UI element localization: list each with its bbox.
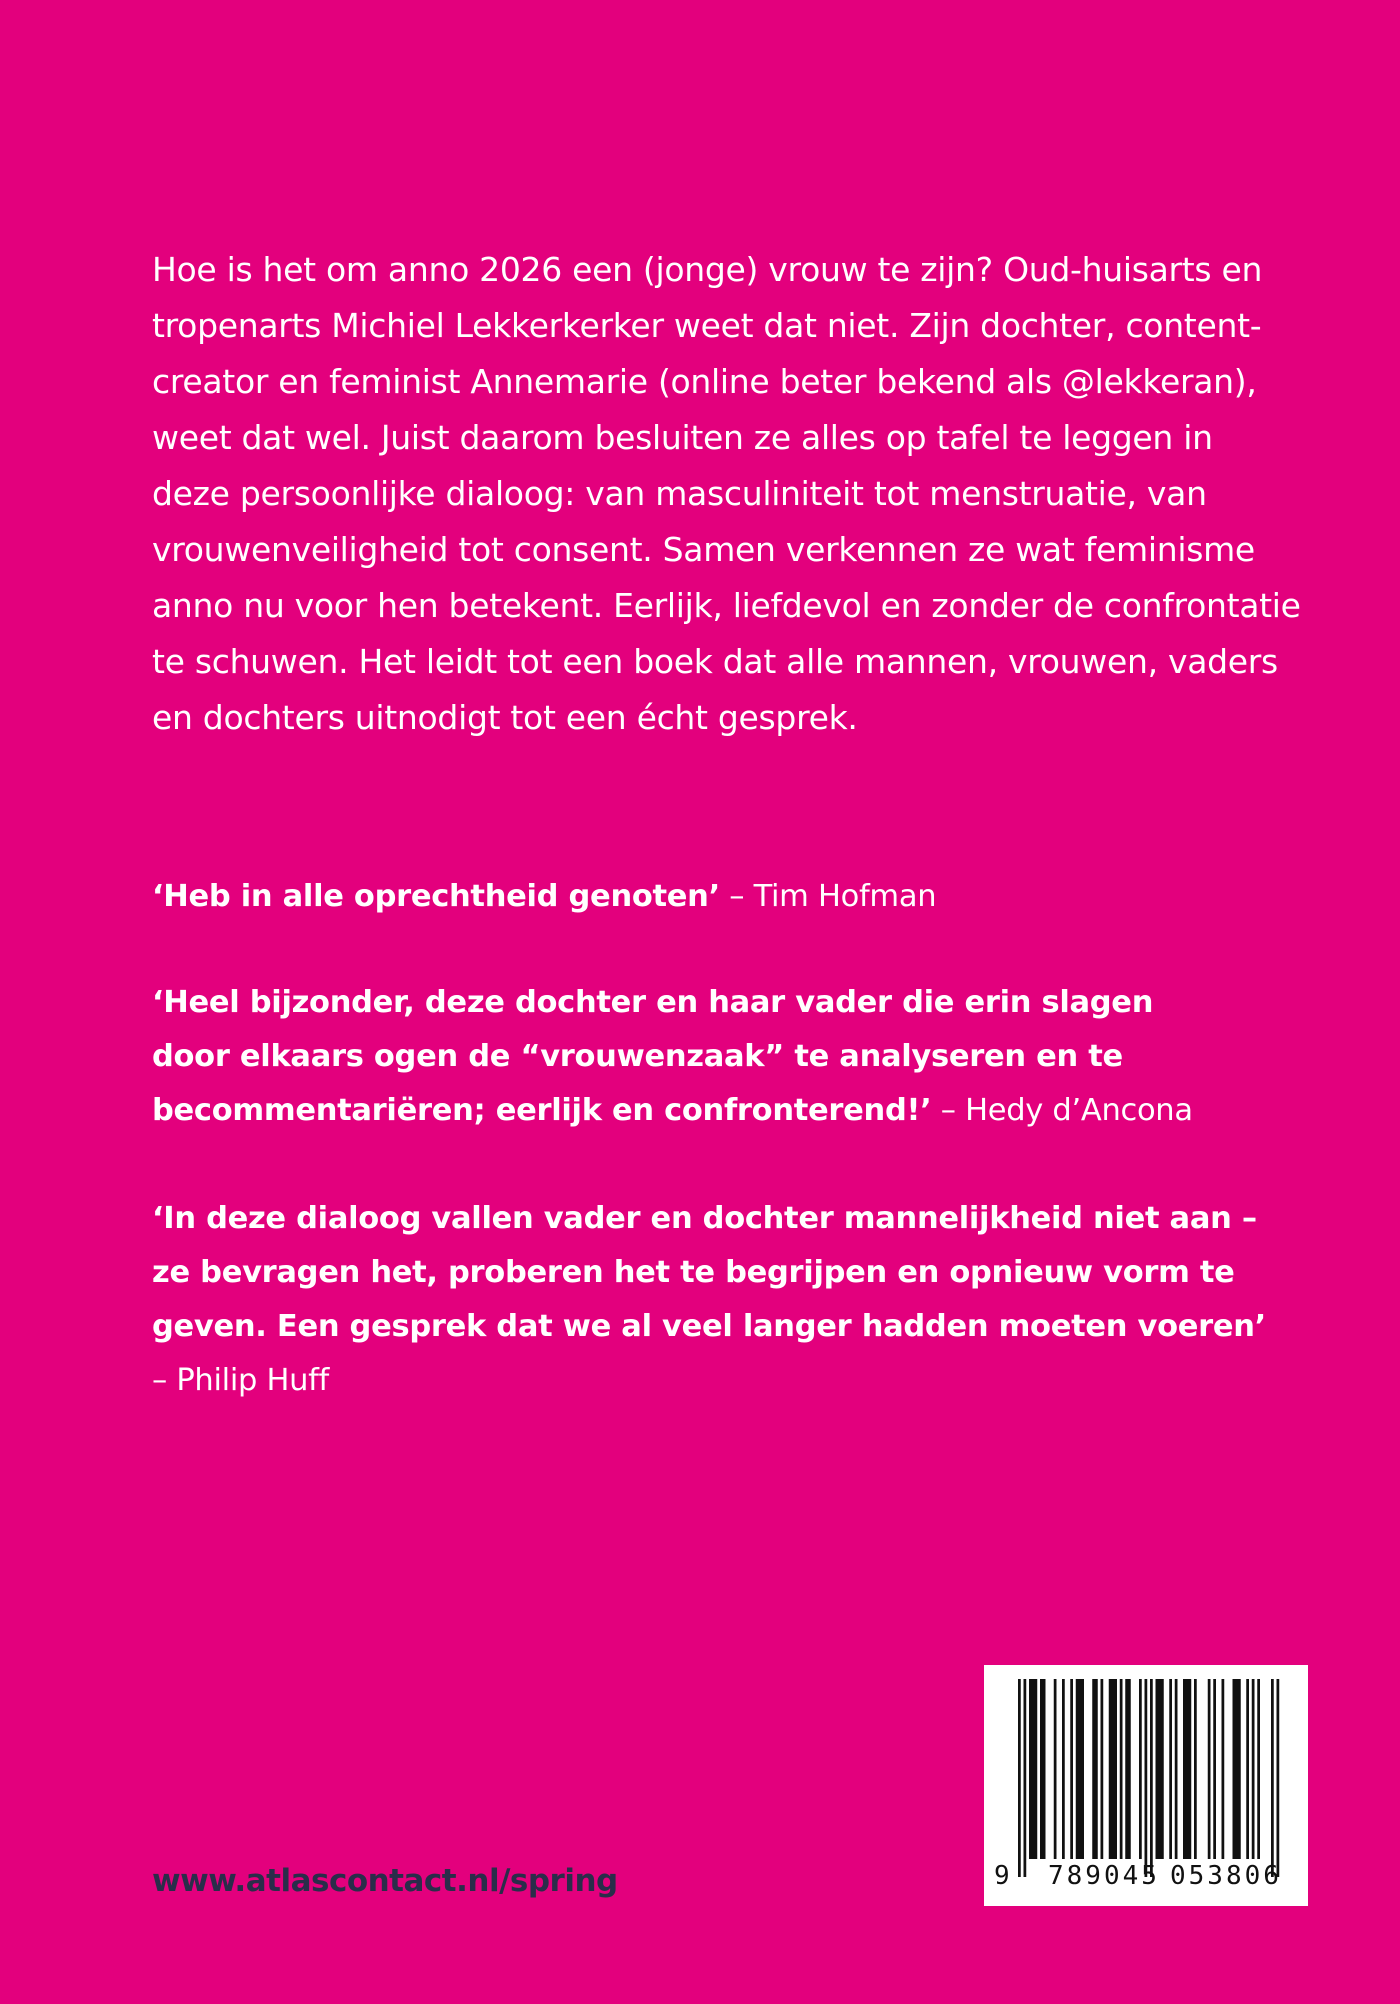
description-line: creator en feminist Annemarie (online beter bekend als @lekkeran), — [152, 362, 1257, 401]
isbn-digits-left: 789045 — [1048, 1861, 1160, 1891]
barcode-bar — [1246, 1679, 1249, 1859]
barcode-bar — [1194, 1679, 1197, 1859]
barcode-guard-bar — [1145, 1679, 1148, 1877]
review-quote-tim-hofman — [152, 870, 1252, 924]
description-line: deze persoonlijke dialoog: van masculiniteit tot menstruatie, van — [152, 474, 1207, 513]
barcode-bar — [1222, 1679, 1225, 1859]
review-quote-hedy-dancona — [152, 976, 1252, 1138]
description-line: Hoe is het om anno 2026 een (jonge) vrouw te zijn? Oud-huisarts en — [152, 250, 1263, 289]
quote-line — [152, 1030, 1252, 1084]
barcode-bar — [1233, 1679, 1241, 1859]
barcode-bar — [1213, 1679, 1216, 1859]
barcode-guard-bar — [1018, 1679, 1021, 1877]
barcode-bar — [1208, 1679, 1211, 1859]
quote-text: door elkaars ogen de “vrouwenzaak” te analyseren en te — [152, 1039, 1123, 1074]
barcode-bar — [1076, 1679, 1084, 1859]
quote-line — [152, 870, 1252, 924]
barcode-guard-bar — [1277, 1679, 1280, 1877]
barcode-bar — [1257, 1679, 1260, 1859]
barcode-bar — [1101, 1679, 1104, 1859]
barcode-bar — [1120, 1679, 1123, 1859]
barcode-guard-bar — [1271, 1679, 1274, 1877]
quote-text: becommentariëren; eerlijk en confronterend!’ — [152, 1093, 932, 1128]
barcode-bar — [1169, 1679, 1172, 1859]
isbn-digit-first: 9 — [994, 1861, 1010, 1891]
barcode-bar — [1175, 1679, 1178, 1859]
isbn-barcode — [984, 1665, 1308, 1906]
barcode-bar — [1040, 1679, 1046, 1859]
quote-text: ‘Heel bijzonder, deze dochter en haar vader die erin slagen — [152, 985, 1154, 1020]
publisher-website: www.atlascontact.nl/spring — [152, 1863, 618, 1899]
quote-author: – Philip Huff — [152, 1363, 329, 1398]
review-quote-philip-huff — [152, 1192, 1266, 1408]
barcode-bar — [1029, 1679, 1037, 1859]
quote-text: ze bevragen het, proberen het te begrijpen en opnieuw vorm te — [152, 1255, 1235, 1290]
description-line: tropenarts Michiel Lekkerkerker weet dat niet. Zijn dochter, content- — [152, 306, 1262, 345]
barcode-bar — [1139, 1679, 1142, 1859]
quote-line — [152, 1192, 1257, 1246]
quote-line — [152, 1084, 1252, 1138]
description-line: vrouwenveiligheid tot consent. Samen verkennen ze wat feminisme — [152, 530, 1255, 569]
barcode-bar — [1070, 1679, 1073, 1859]
quote-author: – Tim Hofman — [719, 879, 937, 914]
quote-text: geven. Een gesprek dat we al veel langer hadden moeten voeren’ — [152, 1309, 1266, 1344]
quote-line — [152, 1246, 1252, 1300]
barcode-bar — [1156, 1679, 1164, 1859]
barcode-bar — [1062, 1679, 1065, 1859]
barcode-bar — [1054, 1679, 1057, 1859]
barcode-bar — [1252, 1679, 1255, 1859]
barcode-guard-bar — [1024, 1679, 1027, 1877]
quote-author: – Hedy d’Ancona — [931, 1093, 1193, 1128]
quote-line — [152, 1354, 1252, 1408]
description-line: anno nu voor hen betekent. Eerlijk, liefdevol en zonder de confrontatie — [152, 586, 1301, 625]
description-line: weet dat wel. Juist daarom besluiten ze alles op tafel te leggen in — [152, 418, 1213, 457]
quote-line — [152, 976, 1252, 1030]
isbn-digits-right: 053806 — [1170, 1861, 1282, 1891]
quote-text: ‘In deze dialoog vallen vader en dochter mannelijkheid niet aan – — [152, 1201, 1257, 1236]
description-line: te schuwen. Het leidt tot een boek dat alle mannen, vrouwen, vaders — [152, 642, 1278, 681]
description-line: en dochters uitnodigt tot een écht gesprek. — [152, 698, 858, 737]
barcode-guard-bar — [1150, 1679, 1153, 1877]
barcode-bar — [1183, 1679, 1191, 1859]
barcode-bar — [1092, 1679, 1098, 1859]
quote-text: ‘Heb in alle oprechtheid genoten’ — [152, 879, 720, 914]
isbn-digits — [984, 1861, 1308, 1901]
barcode-bar — [1109, 1679, 1117, 1859]
book-description — [152, 242, 1301, 746]
barcode-bar — [1125, 1679, 1131, 1859]
quote-line — [152, 1300, 1266, 1354]
